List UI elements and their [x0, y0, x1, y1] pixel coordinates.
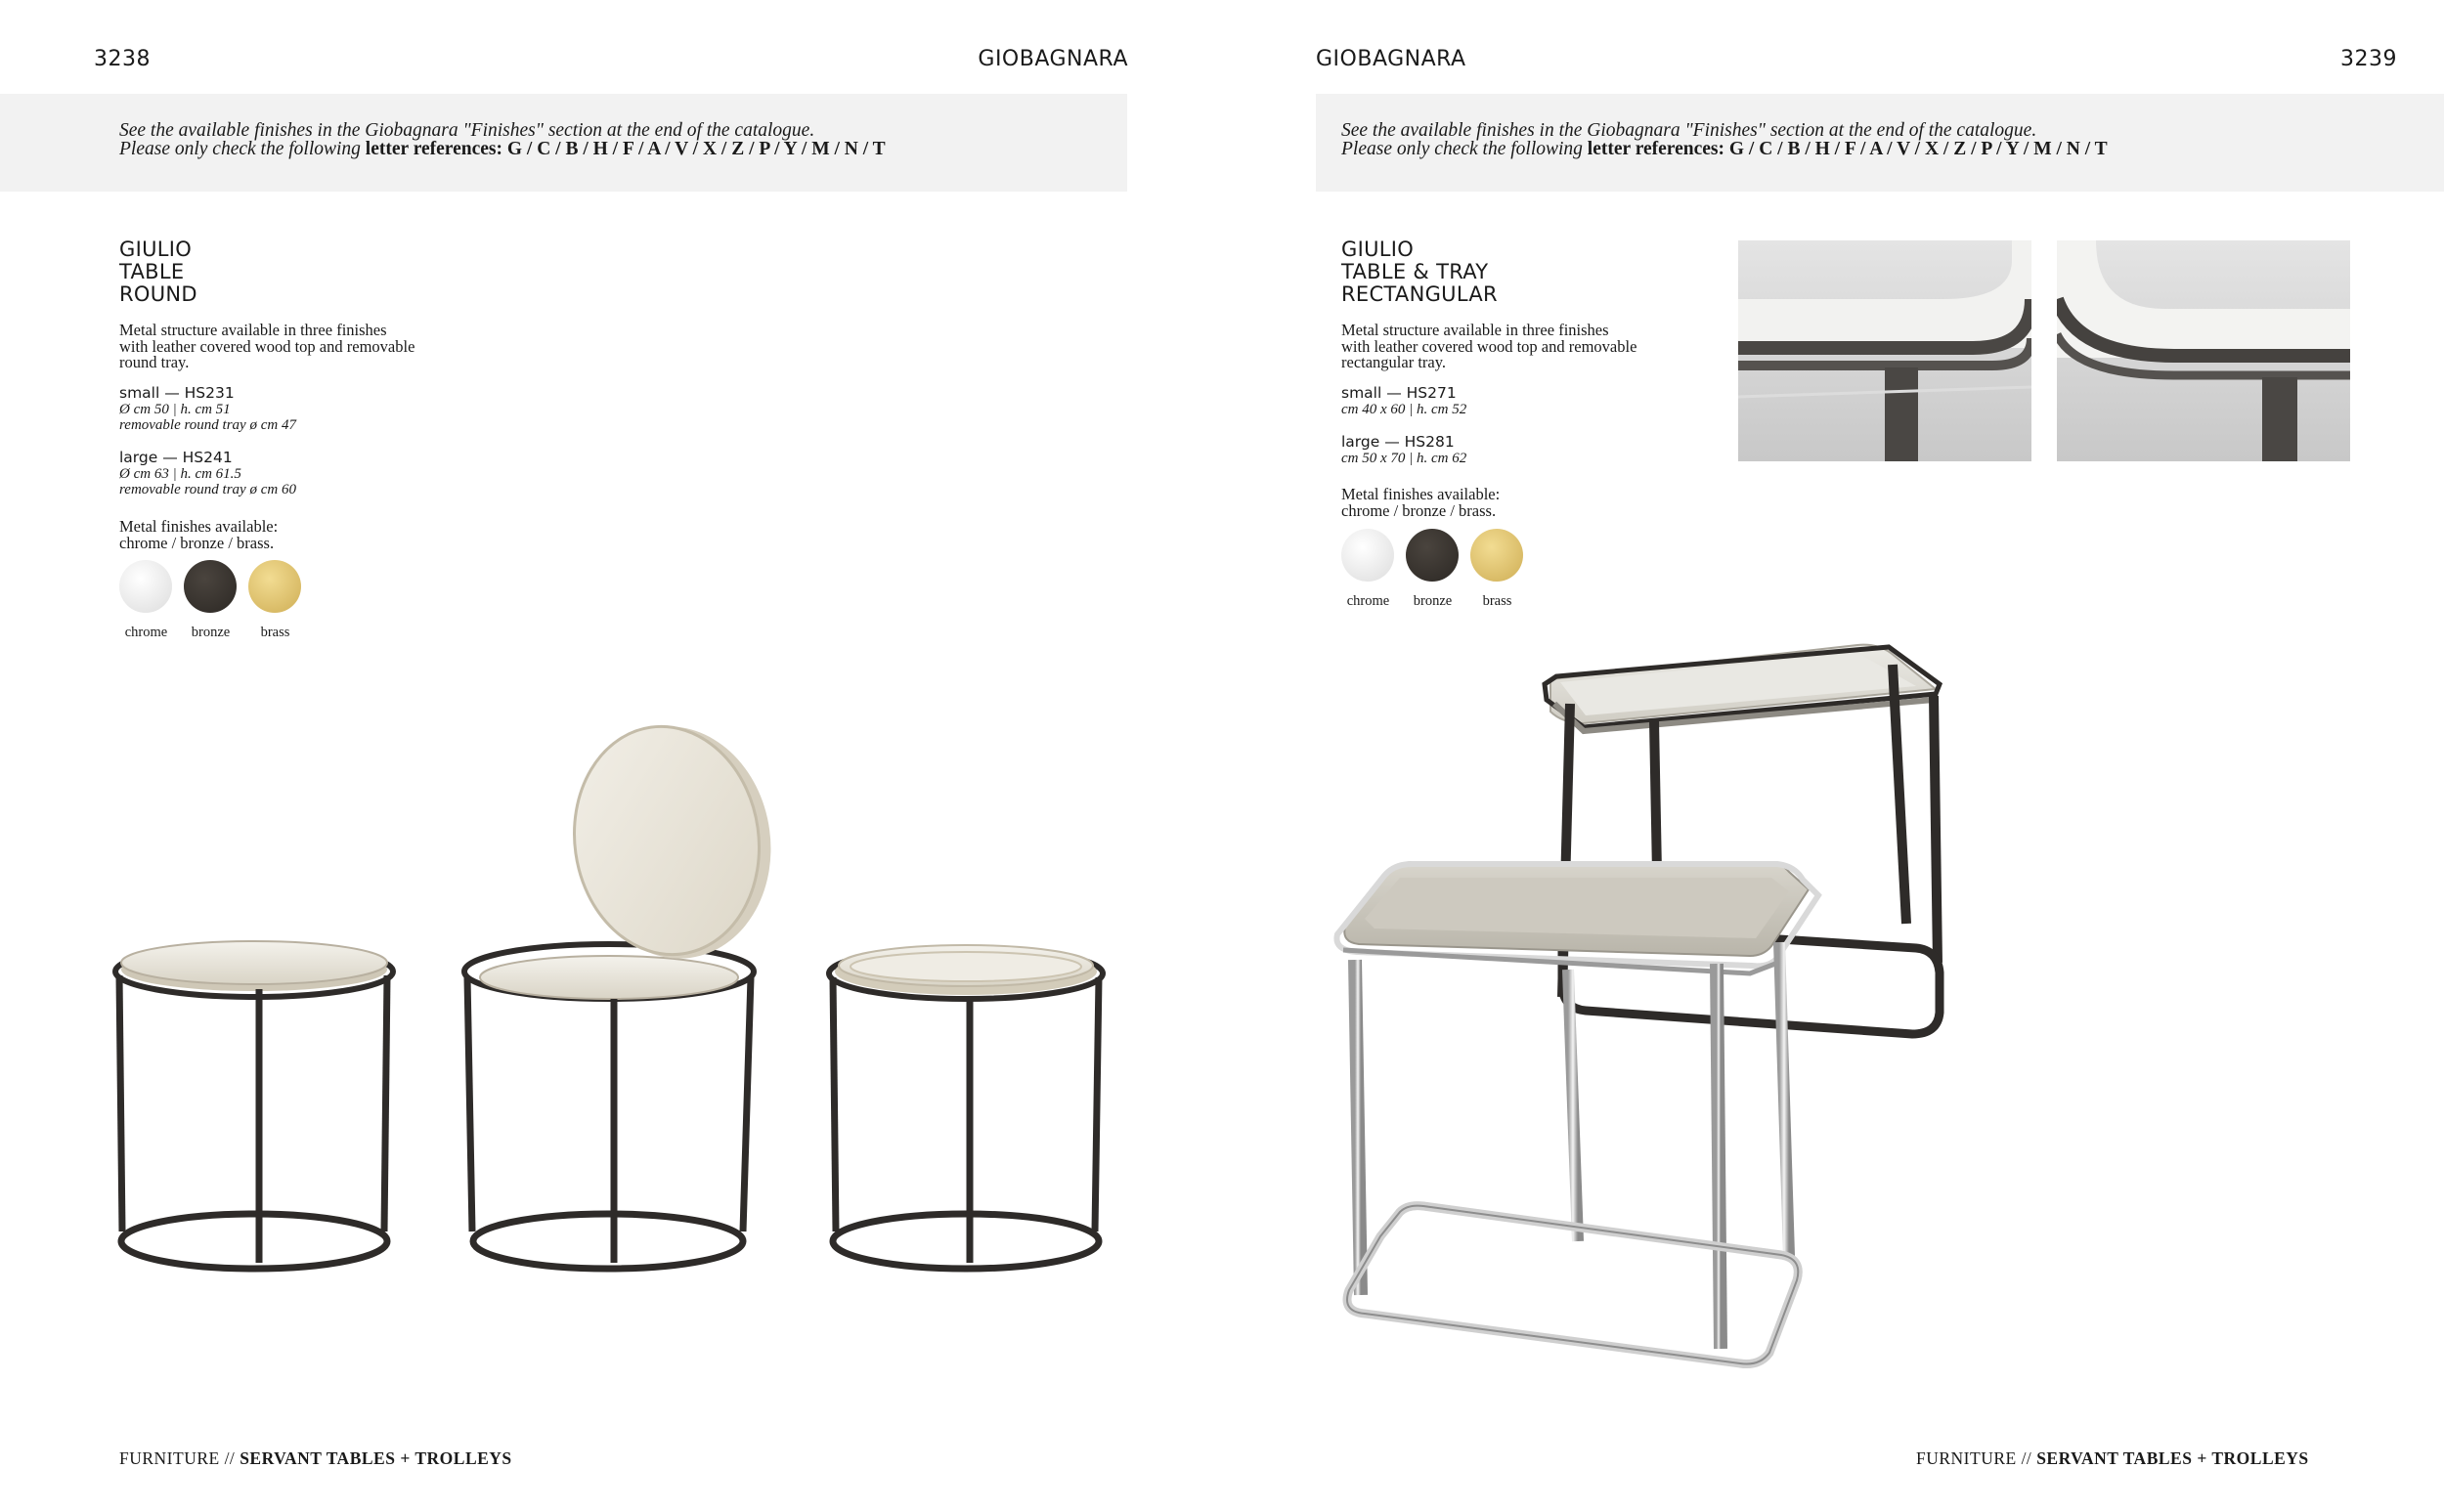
description-line: with leather covered wood top and removable: [1341, 336, 1637, 356]
swatch-label: bronze: [1413, 593, 1453, 609]
bronze-swatch-dot: [1406, 529, 1459, 582]
finishes-heading-line: Metal finishes available:: [1341, 485, 1501, 503]
title-line: RECTANGULAR: [1341, 282, 1498, 306]
notice-line-1: See the available finishes in the Giobagnara "Finishes" section at the end of the catalogue.: [119, 120, 815, 141]
swatch-brass: [1470, 529, 1524, 610]
swatch-label: chrome: [124, 625, 168, 640]
notice-prefix: Please only check the following: [119, 139, 366, 159]
swatch-chrome: [119, 560, 173, 641]
notice-line-2: [119, 140, 886, 158]
finish-swatches: [1341, 529, 1524, 610]
finishes-heading: [1341, 487, 1500, 519]
footer-section: SERVANT TABLES + TROLLEYS: [2036, 1448, 2309, 1468]
title-line: GIULIO: [119, 238, 193, 261]
rect-table-bronze: [1545, 645, 1940, 1034]
description-line: Metal structure available in three finishes: [119, 321, 387, 339]
swatch-label: brass: [260, 625, 290, 640]
product-description: [119, 323, 491, 371]
footer-category: FURNITURE //: [119, 1448, 240, 1468]
notice-prefix: Please only check the following: [1341, 139, 1588, 159]
swatch-bronze: [1406, 529, 1460, 610]
notice-bold: letter references:: [365, 139, 502, 159]
detail-photo-2: [2057, 240, 2350, 461]
size-label: small — HS271: [1341, 384, 1457, 402]
round-table-1: [115, 941, 393, 1269]
detail-photo-1: [1738, 240, 2031, 461]
size-tray: removable round tray ø cm 60: [119, 482, 296, 497]
brand-name: GIOBAGNARA: [1316, 47, 1466, 71]
finishes-heading-line: chrome / bronze / brass.: [119, 533, 275, 552]
swatch-chrome: [1341, 529, 1395, 610]
size-dimensions: Ø cm 50 | h. cm 51: [119, 402, 231, 417]
size-large: [1341, 433, 1466, 466]
notice-line-2: [1341, 140, 2108, 158]
product-title: [119, 238, 197, 306]
swatch-bronze: [184, 560, 238, 641]
size-dimensions: cm 50 x 70 | h. cm 62: [1341, 451, 1467, 466]
description-line: rectangular tray.: [1341, 353, 1447, 371]
round-table-3: [829, 945, 1103, 1269]
swatch-brass: [248, 560, 302, 641]
finish-swatches: [119, 560, 302, 641]
size-small: [1341, 384, 1466, 417]
page-number: 3238: [94, 47, 151, 71]
swatch-label: brass: [1482, 593, 1512, 609]
finishes-notice: [1341, 121, 2108, 158]
swatch-label: bronze: [191, 625, 231, 640]
product-title: [1341, 238, 1498, 306]
page-footer: [119, 1448, 512, 1469]
size-dimensions: cm 40 x 60 | h. cm 52: [1341, 402, 1467, 417]
size-dimensions: Ø cm 63 | h. cm 61.5: [119, 466, 241, 482]
finishes-notice: [119, 121, 886, 158]
right-page: [1222, 0, 2444, 1512]
finishes-heading-line: Metal finishes available:: [119, 517, 279, 536]
product-description: [1341, 323, 1713, 371]
size-label: small — HS231: [119, 384, 235, 402]
letter-references: G / C / B / H / F / A / V / X / Z / P / Y / M / N / T: [1724, 139, 2108, 159]
size-small: [119, 384, 296, 433]
rect-table-chrome: [1336, 862, 1818, 1364]
chrome-swatch-dot: [1341, 529, 1394, 582]
round-tables-photo: [98, 684, 1134, 1319]
notice-line-1: See the available finishes in the Giobagnara "Finishes" section at the end of the catalogue.: [1341, 120, 2037, 141]
swatch-label: chrome: [1346, 593, 1390, 609]
brass-swatch-dot: [1470, 529, 1523, 582]
title-line: TABLE & TRAY: [1341, 260, 1489, 283]
finishes-notice-band: [0, 94, 1127, 192]
brass-swatch-dot: [248, 560, 301, 613]
round-table-2: [464, 714, 786, 1269]
rectangular-tables-photo: [1330, 606, 2307, 1388]
title-line: GIULIO: [1341, 238, 1415, 261]
footer-category: FURNITURE //: [1916, 1448, 2037, 1468]
finishes-heading-line: chrome / bronze / brass.: [1341, 500, 1497, 520]
footer-section: SERVANT TABLES + TROLLEYS: [240, 1448, 512, 1468]
size-large: [119, 449, 296, 497]
finishes-heading: [119, 519, 278, 551]
description-line: Metal structure available in three finishes: [1341, 321, 1609, 339]
description-line: round tray.: [119, 353, 190, 371]
size-tray: removable round tray ø cm 47: [119, 417, 296, 433]
brand-name: GIOBAGNARA: [978, 47, 1128, 71]
finishes-notice-band: [1316, 94, 2444, 192]
page-footer: [1916, 1448, 2309, 1469]
page-number: 3239: [2340, 47, 2397, 71]
notice-bold: letter references:: [1587, 139, 1724, 159]
size-label: large — HS281: [1341, 433, 1455, 451]
letter-references: G / C / B / H / F / A / V / X / Z / P / Y / M / N / T: [502, 139, 886, 159]
bronze-swatch-dot: [184, 560, 237, 613]
title-line: TABLE: [119, 260, 185, 283]
chrome-swatch-dot: [119, 560, 172, 613]
title-line: ROUND: [119, 282, 197, 306]
size-label: large — HS241: [119, 449, 233, 466]
description-line: with leather covered wood top and removable: [119, 336, 415, 356]
